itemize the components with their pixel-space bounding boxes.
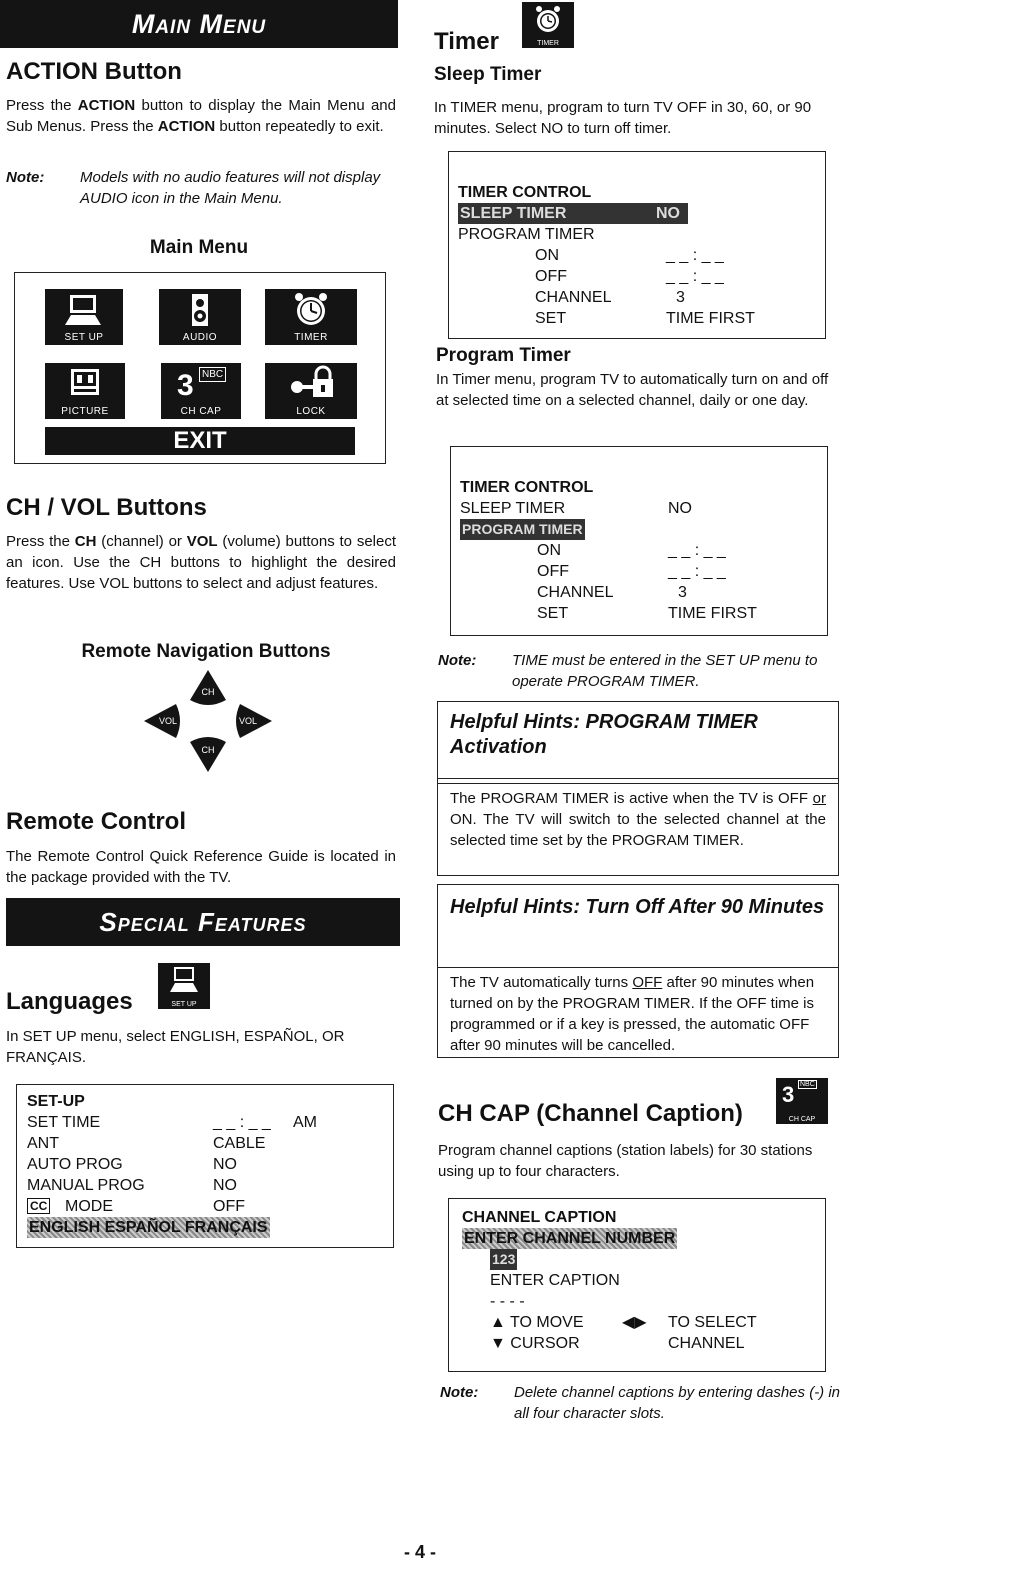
timer1-channel-row[interactable] [458,287,825,308]
action-word-2: ACTION [157,118,216,135]
hint1-body-part1: The PROGRAM TIMER is active when the TV is OFF [450,790,813,807]
timer1-sleep-value: NO [656,205,680,222]
tv-setup-icon [61,293,107,329]
timer1-program-label: PROGRAM TIMER [458,226,595,243]
timer1-title-row [458,182,825,203]
alarm-clock-icon [291,291,331,329]
chcap-small-number: 3 [782,1082,795,1107]
hint-program-timer [437,701,839,876]
languages-icon-label: SET UP [171,1001,197,1008]
note-text: TIME must be entered in the SET UP menu to operate PROGRAM TIMER. [512,652,818,690]
menu-setup-button[interactable] [45,289,123,345]
chvol-body-part2: (channel) or [96,533,187,550]
action-body [6,95,396,137]
hint-title: Helpful Hints: PROGRAM TIMER Activation [450,711,758,758]
chvol-vol-word: VOL [186,533,218,550]
timer1-sleep-highlight [458,203,688,224]
ch-down-button[interactable] [190,737,226,772]
timer1-row-label: OFF [535,268,567,285]
timer2-program-row[interactable] [460,519,827,540]
action-body-part3: button repeatedly to exit. [215,118,384,135]
vol-left-button[interactable] [144,704,180,738]
setup-row-label: MANUAL PROG [27,1177,145,1194]
menu-timer-label: TIMER [294,332,328,343]
caption-enter-label: ENTER CAPTION [490,1272,620,1289]
setup-row-value: NO [213,1177,237,1194]
action-note [6,167,398,209]
setup-row-label: ANT [27,1135,59,1152]
note-label: Note: [438,652,477,669]
sleep-timer-heading: Sleep Timer [434,64,542,85]
vol-right-button[interactable] [236,704,272,738]
caption-dashes: - - - - [490,1293,525,1310]
setup-title-row [27,1091,393,1112]
remote-control-heading: Remote Control [6,808,186,835]
timer2-on-row[interactable] [460,540,827,561]
timer-icon-box [522,2,574,48]
menu-setup-label: SET UP [64,332,104,343]
setup-title: SET-UP [27,1093,85,1110]
remote-nav-title: Remote Navigation Buttons [81,641,331,662]
timer-screen-sleep [448,151,826,339]
note-text: Delete channel captions by entering dashes (-) in all four character slots. [514,1384,841,1422]
caption-number-row[interactable] [462,1249,825,1270]
timer2-row-value: TIME FIRST [668,605,757,622]
timer-heading: Timer [434,28,499,55]
caption-enter-row[interactable] [462,1270,825,1291]
program-timer-body: In Timer menu, program TV to automatically turn on and off at selected time on a selected channel, daily or one day. [436,371,829,409]
chvol-body [6,531,396,594]
timer2-set-row[interactable] [460,603,827,624]
caption-enter-channel-row[interactable] [462,1228,825,1249]
setup-language-select[interactable] [27,1217,393,1238]
left-right-arrows-icon: ◀▶ [622,1314,647,1331]
menu-picture-label: PICTURE [61,406,109,417]
remote-nav-buttons [142,666,274,776]
ch-up-button[interactable] [190,670,226,705]
speaker-icon [185,292,215,330]
caption-title-row [462,1207,825,1228]
chvol-body-part1: Press the [6,533,75,550]
caption-select-text: TO SELECT [668,1314,757,1331]
chcap-icon-label: CH CAP [788,1116,816,1123]
action-body-part1: Press the [6,97,78,114]
timer1-title: TIMER CONTROL [458,184,592,201]
setup-row-value: CABLE [213,1135,266,1152]
setup-row-label: MODE [65,1198,113,1215]
page-number: - 4 - [403,1542,436,1562]
setup-row-manualprog[interactable] [27,1175,393,1196]
lock-icon [285,365,337,403]
timer1-row-label: ON [535,247,559,264]
timer2-sleep-row[interactable] [460,498,827,519]
timer2-sleep-label: SLEEP TIMER [460,500,566,517]
chcap-body: Program channel captions (station labels) for 30 stations using up to four characters. [438,1142,813,1180]
vol-right-label: VOL [238,716,258,726]
timer1-row-value: TIME FIRST [666,310,755,327]
main-menu-banner [0,0,398,48]
caption-title: CHANNEL CAPTION [462,1209,617,1226]
hint-turn-off [437,884,839,1058]
timer1-off-row[interactable] [458,266,825,287]
setup-screen [16,1084,394,1248]
chcap-icon-box [776,1078,828,1124]
timer-icon-label: TIMER [537,40,559,47]
timer2-row-label: SET [537,605,569,622]
timer1-sleep-row[interactable] [458,203,825,224]
caption-dashes-row[interactable] [462,1291,825,1312]
timer2-row-value: _ _ : _ _ [668,542,726,559]
timer1-row-label: SET [535,310,567,327]
cc-icon: CC [27,1198,50,1214]
hint-body [438,967,838,1056]
caption-move-row [462,1312,825,1333]
chvol-ch-word: CH [74,533,97,550]
timer2-row-label: CHANNEL [537,584,614,601]
languages-heading: Languages [6,988,133,1015]
main-menu-title: Main Menu [149,237,249,258]
sleep-timer-body: In TIMER menu, program to turn TV OFF in 30, 60, or 90 minutes. Select NO to turn off timer. [434,99,812,137]
main-menu-screen [14,272,386,464]
menu-audio-label: AUDIO [182,332,218,343]
ch-up-label: CH [201,687,215,697]
languages-body: In SET UP menu, select ENGLISH, ESPAÑOL, OR FRANÇAIS. [6,1028,345,1066]
timer1-set-row[interactable] [458,308,825,329]
timer2-title-row [460,477,827,498]
vol-left-label: VOL [158,716,178,726]
picture-icon [67,367,103,401]
timer-screen-program [450,446,828,636]
setup-row-label: SET TIME [27,1114,101,1131]
special-features-banner [6,898,400,946]
exit-label: EXIT [173,427,227,454]
setup-row-value: OFF [213,1198,245,1215]
action-word-1: ACTION [77,97,136,114]
hint2-body-part1: The TV automatically turns [450,974,633,991]
menu-timer-button[interactable] [265,289,357,345]
setup-row-settime[interactable] [27,1112,393,1133]
menu-picture-button[interactable] [45,363,125,419]
timer2-row-label: ON [537,542,561,559]
timer1-row-value: _ _ : _ _ [666,247,724,264]
timer2-row-value: 3 [678,584,687,601]
chcap-station: NBC [199,367,226,382]
main-menu-banner-text: Main Menu [131,9,267,39]
timer2-channel-row[interactable] [460,582,827,603]
special-features-banner-text: Special Features [99,907,307,937]
setup-row-autoprog[interactable] [27,1154,393,1175]
timer2-title: TIMER CONTROL [460,479,594,496]
setup-language-highlight: ENGLISH ESPAÑOL FRANÇAIS [29,1219,268,1236]
timer1-on-row[interactable] [458,245,825,266]
setup-row-extra: AM [293,1114,317,1131]
chvol-body-part3: (volume) buttons to select an icon. Use the CH buttons to highlight the desired features. Use VOL buttons to select and adjust features. [6,533,397,592]
hint1-body-part2: ON. The TV will switch to the selected channel at the selected time set by the PROGRAM TIMER. [450,811,826,849]
remote-control-body: The Remote Control Quick Reference Guide is located in the package provided with the TV. [6,848,396,886]
timer2-program-highlight: PROGRAM TIMER [460,519,585,540]
action-heading: ACTION Button [6,58,182,85]
timer1-row-value: _ _ : _ _ [666,268,724,285]
timer1-sleep-label: SLEEP TIMER [460,205,567,222]
note-label: Note: [440,1384,479,1401]
action-body-part2: button to display the Main Menu and Sub Menus. Press the [6,97,396,135]
hint-divider [438,778,838,779]
chcap-small-station: NBC [800,1081,815,1088]
exit-button[interactable] [45,427,355,455]
caption-move-text: ▲ TO MOVE [490,1314,584,1331]
note-text: Models with no audio features will not display AUDIO icon in the Main Menu. [80,169,381,207]
timer2-row-label: OFF [537,563,569,580]
setup-row-ccmode[interactable] [27,1196,393,1217]
note-label: Note: [6,169,45,186]
hint-title: Helpful Hints: Turn Off After 90 Minutes [450,896,825,918]
timer1-program-row[interactable] [458,224,825,245]
timer1-row-label: CHANNEL [535,289,612,306]
chcap-number: 3 [177,369,194,402]
timer2-off-row[interactable] [460,561,827,582]
program-timer-heading: Program Timer [436,345,571,366]
caption-enter-channel-highlight: ENTER CHANNEL NUMBER [464,1230,676,1247]
ch-down-label: CH [201,745,215,755]
hint1-or-word: or [812,790,826,807]
channel-caption-screen [448,1198,826,1372]
setup-row-value: _ _ : _ _ [213,1114,271,1131]
caption-number: 123 [490,1249,517,1270]
hint2-off-word: OFF [632,974,663,991]
menu-lock-label: LOCK [296,406,326,417]
menu-audio-button[interactable] [159,289,241,345]
menu-chcap-button[interactable] [161,363,241,419]
tv-setup-icon [167,966,201,994]
chvol-heading: CH / VOL Buttons [6,494,207,521]
program-timer-note [438,650,848,692]
timer2-sleep-value: NO [668,500,692,517]
menu-chcap-label: CH CAP [180,406,222,417]
timer1-row-value: 3 [676,289,685,306]
channel-caption-icon [175,365,231,405]
caption-cursor-row [462,1333,825,1354]
setup-row-value: NO [213,1156,237,1173]
timer2-row-value: _ _ : _ _ [668,563,726,580]
alarm-clock-icon [533,4,563,36]
chcap-heading: CH CAP (Channel Caption) [438,1100,743,1127]
hint2-body-part2: after 90 minutes when turned on by the PROGRAM TIMER. If the OFF time is programmed or if a key is pressed, the automatic OFF after 90 minutes will be cancelled. [450,974,815,1054]
setup-row-ant[interactable] [27,1133,393,1154]
caption-cursor-text: ▼ CURSOR [490,1335,580,1352]
hint-body [438,783,838,851]
chcap-note [440,1382,850,1424]
setup-row-label: AUTO PROG [27,1156,123,1173]
menu-lock-button[interactable] [265,363,357,419]
caption-channel-text: CHANNEL [668,1335,745,1352]
languages-setup-icon [158,963,210,1009]
